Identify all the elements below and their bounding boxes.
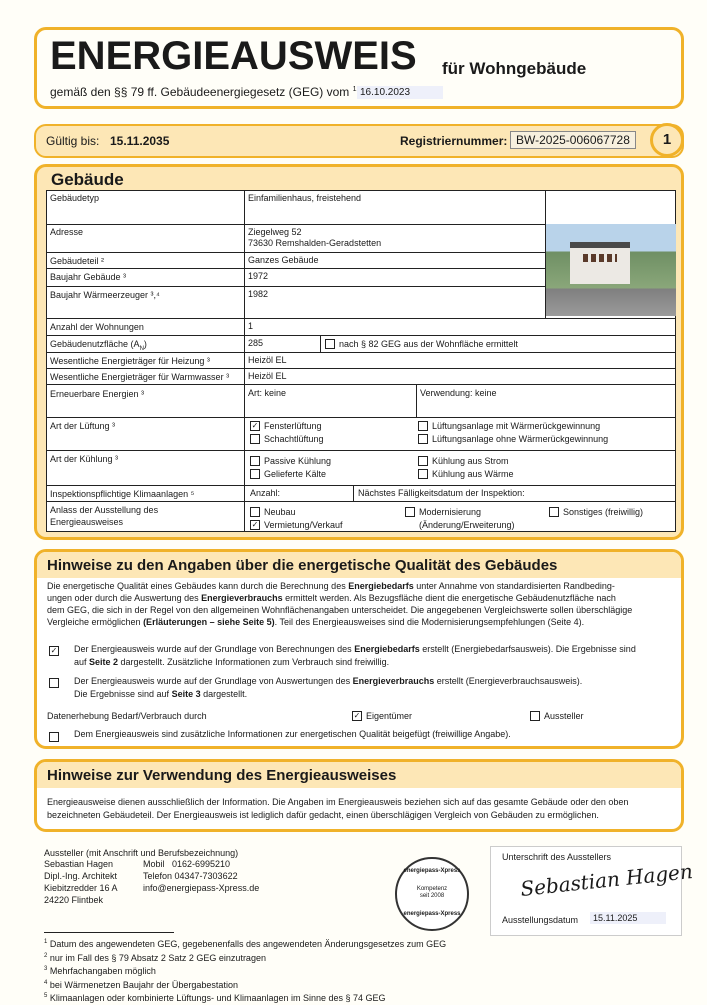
header-box [34, 27, 684, 109]
valid-until-date: 15.11.2035 [110, 134, 170, 148]
column-rule [320, 335, 321, 352]
row-rule [46, 417, 676, 418]
registration-number: BW-2025-006067728 [510, 131, 636, 149]
footnote-text: Mehrfachangaben möglich [47, 966, 156, 976]
row-rule [46, 318, 676, 319]
footnote-text: Klimaanlagen oder kombinierte Lüftungs- und Klimaanlagen im Sinne des § 74 GEG [47, 993, 386, 1003]
issuer-email: info@energiepass-Xpress.de [143, 883, 260, 893]
footnote-item [44, 991, 446, 1005]
footnote-text: bei Wärmenetzen Baujahr der Übergabestation [47, 979, 238, 990]
label-heizung: Wesentliche Energieträger für Heizung ³ [50, 356, 210, 366]
bedarf-checkbox-wrap [49, 643, 63, 661]
issuer-street: Kiebitzredder 16 A [44, 883, 118, 893]
kuehlung-checkbox-2[interactable] [250, 469, 260, 479]
anlass-checkbox-vermietung[interactable]: ✓ [251, 519, 259, 529]
document-subtitle: für Wohngebäude [442, 59, 587, 78]
value-adresse-line1: Ziegelweg 52 [248, 227, 302, 237]
label-lueftung: Art der Lüftung ³ [50, 421, 116, 431]
column-rule [545, 190, 546, 318]
footnotes-list [44, 937, 446, 1005]
lueftung-option-2: Schachtlüftung [250, 434, 324, 445]
verbrauch-checkbox[interactable] [49, 678, 59, 688]
footnote-number: 3 [44, 966, 48, 972]
value-erneuerbar-art: Art: keine [248, 388, 287, 398]
column-rule [353, 485, 354, 501]
building-photo [545, 224, 676, 316]
row-rule [46, 352, 676, 353]
footnote-number: 5 [44, 993, 48, 999]
label-gebaeudeteil: Gebäudeteil ² [50, 256, 105, 266]
eigentuemer-option: ✓ Eigentümer [353, 710, 413, 721]
issue-date: 15.11.2025 [590, 912, 666, 924]
verbrauch-text: Der Energieausweis wurde auf der Grundlage von Auswertungen des Energieverbrauchs erstellt (Energieverbrauchsausweis). Die Ergebnisse sind auf Seite 3 dargestellt. [74, 676, 583, 699]
anlass-option-vermietung: ✓ Vermietung/Verkauf [251, 519, 343, 530]
zusatz-text: Dem Energieausweis sind zusätzliche Informationen zur energetischen Qualität beigefügt (freiwillige Angabe). [74, 729, 511, 739]
stamp-bottom-text: energiepass-Xpress [403, 911, 461, 917]
footnote-item [44, 964, 446, 978]
row-rule [46, 485, 676, 486]
footnote-text: Datum des angewendeten GEG, gegebenenfalls des angewendeten Änderungsgesetzes zum GEG [47, 939, 447, 949]
label-nutzflaeche: Gebäudenutzfläche $(A_N)$ [50, 339, 147, 352]
row-rule [46, 286, 545, 287]
nutzflaeche-checkbox-row: nach § 82 GEG aus der Wohnfläche ermittelt [325, 339, 518, 350]
page-number-badge: 1 [650, 123, 684, 157]
row-rule [46, 252, 545, 253]
label-klima: Inspektionspflichtige Klimaanlagen ⁵ [50, 489, 195, 499]
validity-bar [34, 124, 684, 158]
signature-label: Unterschrift des Ausstellers [502, 852, 612, 862]
row-rule [46, 368, 676, 369]
row-rule [46, 450, 676, 451]
label-warmwasser: Wesentliche Energieträger für Warmwasser ³ [50, 372, 230, 382]
value-erneuerbar-verwendung: Verwendung: keine [420, 388, 497, 398]
anlass-option-sonstiges: Sonstiges (freiwillig) [549, 507, 643, 518]
value-warmwasser: Heizöl EL [248, 371, 287, 381]
lueftung-option-1: ✓ Fensterlüftung [251, 420, 322, 431]
verbrauch-checkbox-wrap [49, 675, 63, 693]
footnote-text: nur im Fall des § 79 Absatz 2 Satz 2 GEG einzutragen [47, 952, 266, 963]
column-rule [244, 190, 245, 532]
hinweise-angaben-title: Hinweise zu den Angaben über die energetische Qualität des Gebäudes [47, 557, 558, 574]
anlass-option-modernisierung: Modernisierung [405, 507, 481, 518]
lueftung-option-4: Lüftungsanlage ohne Wärmerückgewinnung [418, 434, 608, 445]
lueftung-checkbox-3[interactable] [418, 421, 428, 431]
nutzflaeche-checkbox[interactable] [325, 339, 335, 349]
valid-until-label: Gültig bis: [46, 134, 100, 148]
bedarf-checkbox[interactable]: ✓ [50, 645, 58, 655]
label-gebaeudetyp: Gebäudetyp [50, 193, 100, 203]
stamp-top-text: energiepass-Xpress [403, 868, 461, 874]
lueftung-checkbox-2[interactable] [250, 434, 260, 444]
kuehlung-option-1: Passive Kühlung [250, 456, 331, 467]
value-heizung: Heizöl EL [248, 355, 287, 365]
building-title: Gebäude [51, 170, 124, 189]
bedarf-text: Der Energieausweis wurde auf der Grundlage von Berechnungen des Energiebedarfs erstellt (Energiebedarfsausweis). Die Ergebnisse sind auf Seite 2 dargestellt. Zusätzliche Informationen zum Verbrauch sind freiwillig. [74, 644, 636, 667]
row-rule [46, 224, 545, 225]
label-erneuerbar: Erneuerbare Energien ³ [50, 389, 145, 399]
issuer-name: Sebastian Hagen [44, 859, 114, 869]
footnote-number: 1 [44, 939, 48, 945]
label-kuehlung: Art der Kühlung ³ [50, 454, 119, 464]
kuehlung-option-2: Gelieferte Kälte [250, 469, 326, 480]
value-waermeerzeuger: 1982 [248, 289, 269, 299]
house-shape [570, 242, 630, 284]
anlass-option-neubau: Neubau [250, 507, 296, 518]
anlass-checkbox-sonstiges[interactable] [549, 507, 559, 517]
footnote-number: 2 [44, 952, 48, 959]
label-baujahr: Baujahr Gebäude ³ [50, 272, 127, 282]
verwendung-line-1: Energieausweise dienen ausschließlich der Information. Die Angaben im Energieausweis beziehen sich auf das gesamte Gebäude oder den oben [47, 797, 629, 807]
hinweise-verwendung-section [34, 759, 684, 832]
row-rule [46, 501, 676, 502]
zusatz-checkbox-wrap [49, 729, 63, 747]
hinweise-verwendung-title: Hinweise zur Verwendung des Energieausweises [47, 767, 397, 784]
issuer-phone: Telefon 04347-7303622 [143, 871, 238, 881]
footnote-item [44, 937, 446, 951]
row-rule [46, 384, 676, 385]
registration-label: Registriernummer: [400, 134, 508, 148]
kuehlung-option-3: Kühlung aus Strom [418, 456, 509, 467]
aussteller-option: Aussteller [530, 711, 584, 722]
label-waermeerzeuger: Baujahr Wärmeerzeuger ³,⁴ [50, 290, 160, 300]
kuehlung-checkbox-3[interactable] [418, 456, 428, 466]
label-wohnungen: Anzahl der Wohnungen [50, 322, 144, 332]
value-gebaeudetyp: Einfamilienhaus, freistehend [248, 193, 362, 203]
kuehlung-option-4: Kühlung aus Wärme [418, 469, 514, 480]
verwendung-line-2: bezeichneten Gebäudeteil. Der Energieausweis ist lediglich dafür gedacht, einen überschlägigen Vergleich von Gebäuden zu ermöglichen. [47, 810, 599, 820]
issuer-city: 24220 Flintbek [44, 895, 104, 905]
row-rule [46, 335, 676, 336]
zusatz-checkbox[interactable] [49, 732, 59, 742]
value-nutzflaeche: 285 [248, 338, 264, 348]
value-wohnungen: 1 [248, 321, 254, 331]
issuer-title: Dipl.-Ing. Architekt [44, 871, 118, 881]
stamp-mid-text-1: Kompetenz [416, 886, 448, 892]
row-rule [46, 268, 545, 269]
document-title: ENERGIEAUSWEIS [50, 34, 417, 78]
value-baujahr: 1972 [248, 271, 269, 281]
anlass-option-modernisierung-sub: (Änderung/Erweiterung) [419, 520, 515, 530]
datenerhebung-label: Datenerhebung Bedarf/Verbrauch durch [47, 711, 207, 721]
footnote-number: 4 [44, 979, 48, 986]
eigentuemer-checkbox[interactable]: ✓ [353, 710, 361, 720]
kuehlung-checkbox-1[interactable] [250, 456, 260, 466]
handwritten-signature: Sebastian Hagen [519, 859, 694, 901]
house-window-row [583, 254, 617, 262]
label-anlass-1: Anlass der Ausstellung des [50, 505, 159, 515]
issuer-mobile: Mobil 0162-6995210 [143, 859, 231, 869]
stamp-mid-text-2: seit 2008 [419, 893, 445, 899]
lueftung-checkbox-1[interactable]: ✓ [251, 420, 259, 430]
law-reference: gemäß den §§ 79 ff. Gebäudeenergiegesetz (GEG) vom $^1$ [50, 85, 357, 99]
footnote-item [44, 978, 446, 992]
issuer-stamp [395, 857, 469, 931]
lueftung-option-3: Lüftungsanlage mit Wärmerückgewinnung [418, 421, 600, 432]
issuer-heading: Aussteller (mit Anschrift und Berufsbezeichnung) [44, 848, 239, 858]
issue-date-label: Ausstellungsdatum [502, 915, 579, 925]
label-adresse: Adresse [50, 227, 84, 237]
label-anlass-2: Energieausweises [50, 517, 124, 527]
law-date: 16.10.2023 [357, 86, 443, 99]
footnote-item [44, 951, 446, 965]
hinweise-paragraph: Die energetische Qualität eines Gebäudes kann durch die Berechnung des Energiebedarfs unter Annahme von standardisierten Randbeding- ungen oder durch die Auswertung des Energieverbrauchs ermittelt werden. Als Bezugsfläche dient die energetische Gebäudenutzfläche nach dem GEG, die sich in der Regel von den allgemeinen Wohnflächenangaben unterscheidet. Die angegebenen Vergleichswerte sollen überschlägige Vergleiche ermöglichen (Erläuterungen – siehe Seite 5). Teil des Energieausweises sind die Modernisierungsempfehlungen (Seite 4). [47, 581, 633, 627]
kuehlung-checkbox-4[interactable] [418, 469, 428, 479]
anlass-checkbox-neubau[interactable] [250, 507, 260, 517]
value-klima-anzahl: Anzahl: [250, 488, 281, 498]
footnote-separator [44, 932, 174, 933]
value-gebaeudeteil: Ganzes Gebäude [248, 255, 319, 265]
column-rule [416, 384, 417, 417]
lueftung-checkbox-4[interactable] [418, 434, 428, 444]
value-adresse-line2: 73630 Remshalden-Geradstetten [248, 238, 382, 248]
value-klima-faellig: Nächstes Fälligkeitsdatum der Inspektion: [358, 488, 525, 498]
anlass-checkbox-modernisierung[interactable] [405, 507, 415, 517]
aussteller-checkbox[interactable] [530, 711, 540, 721]
